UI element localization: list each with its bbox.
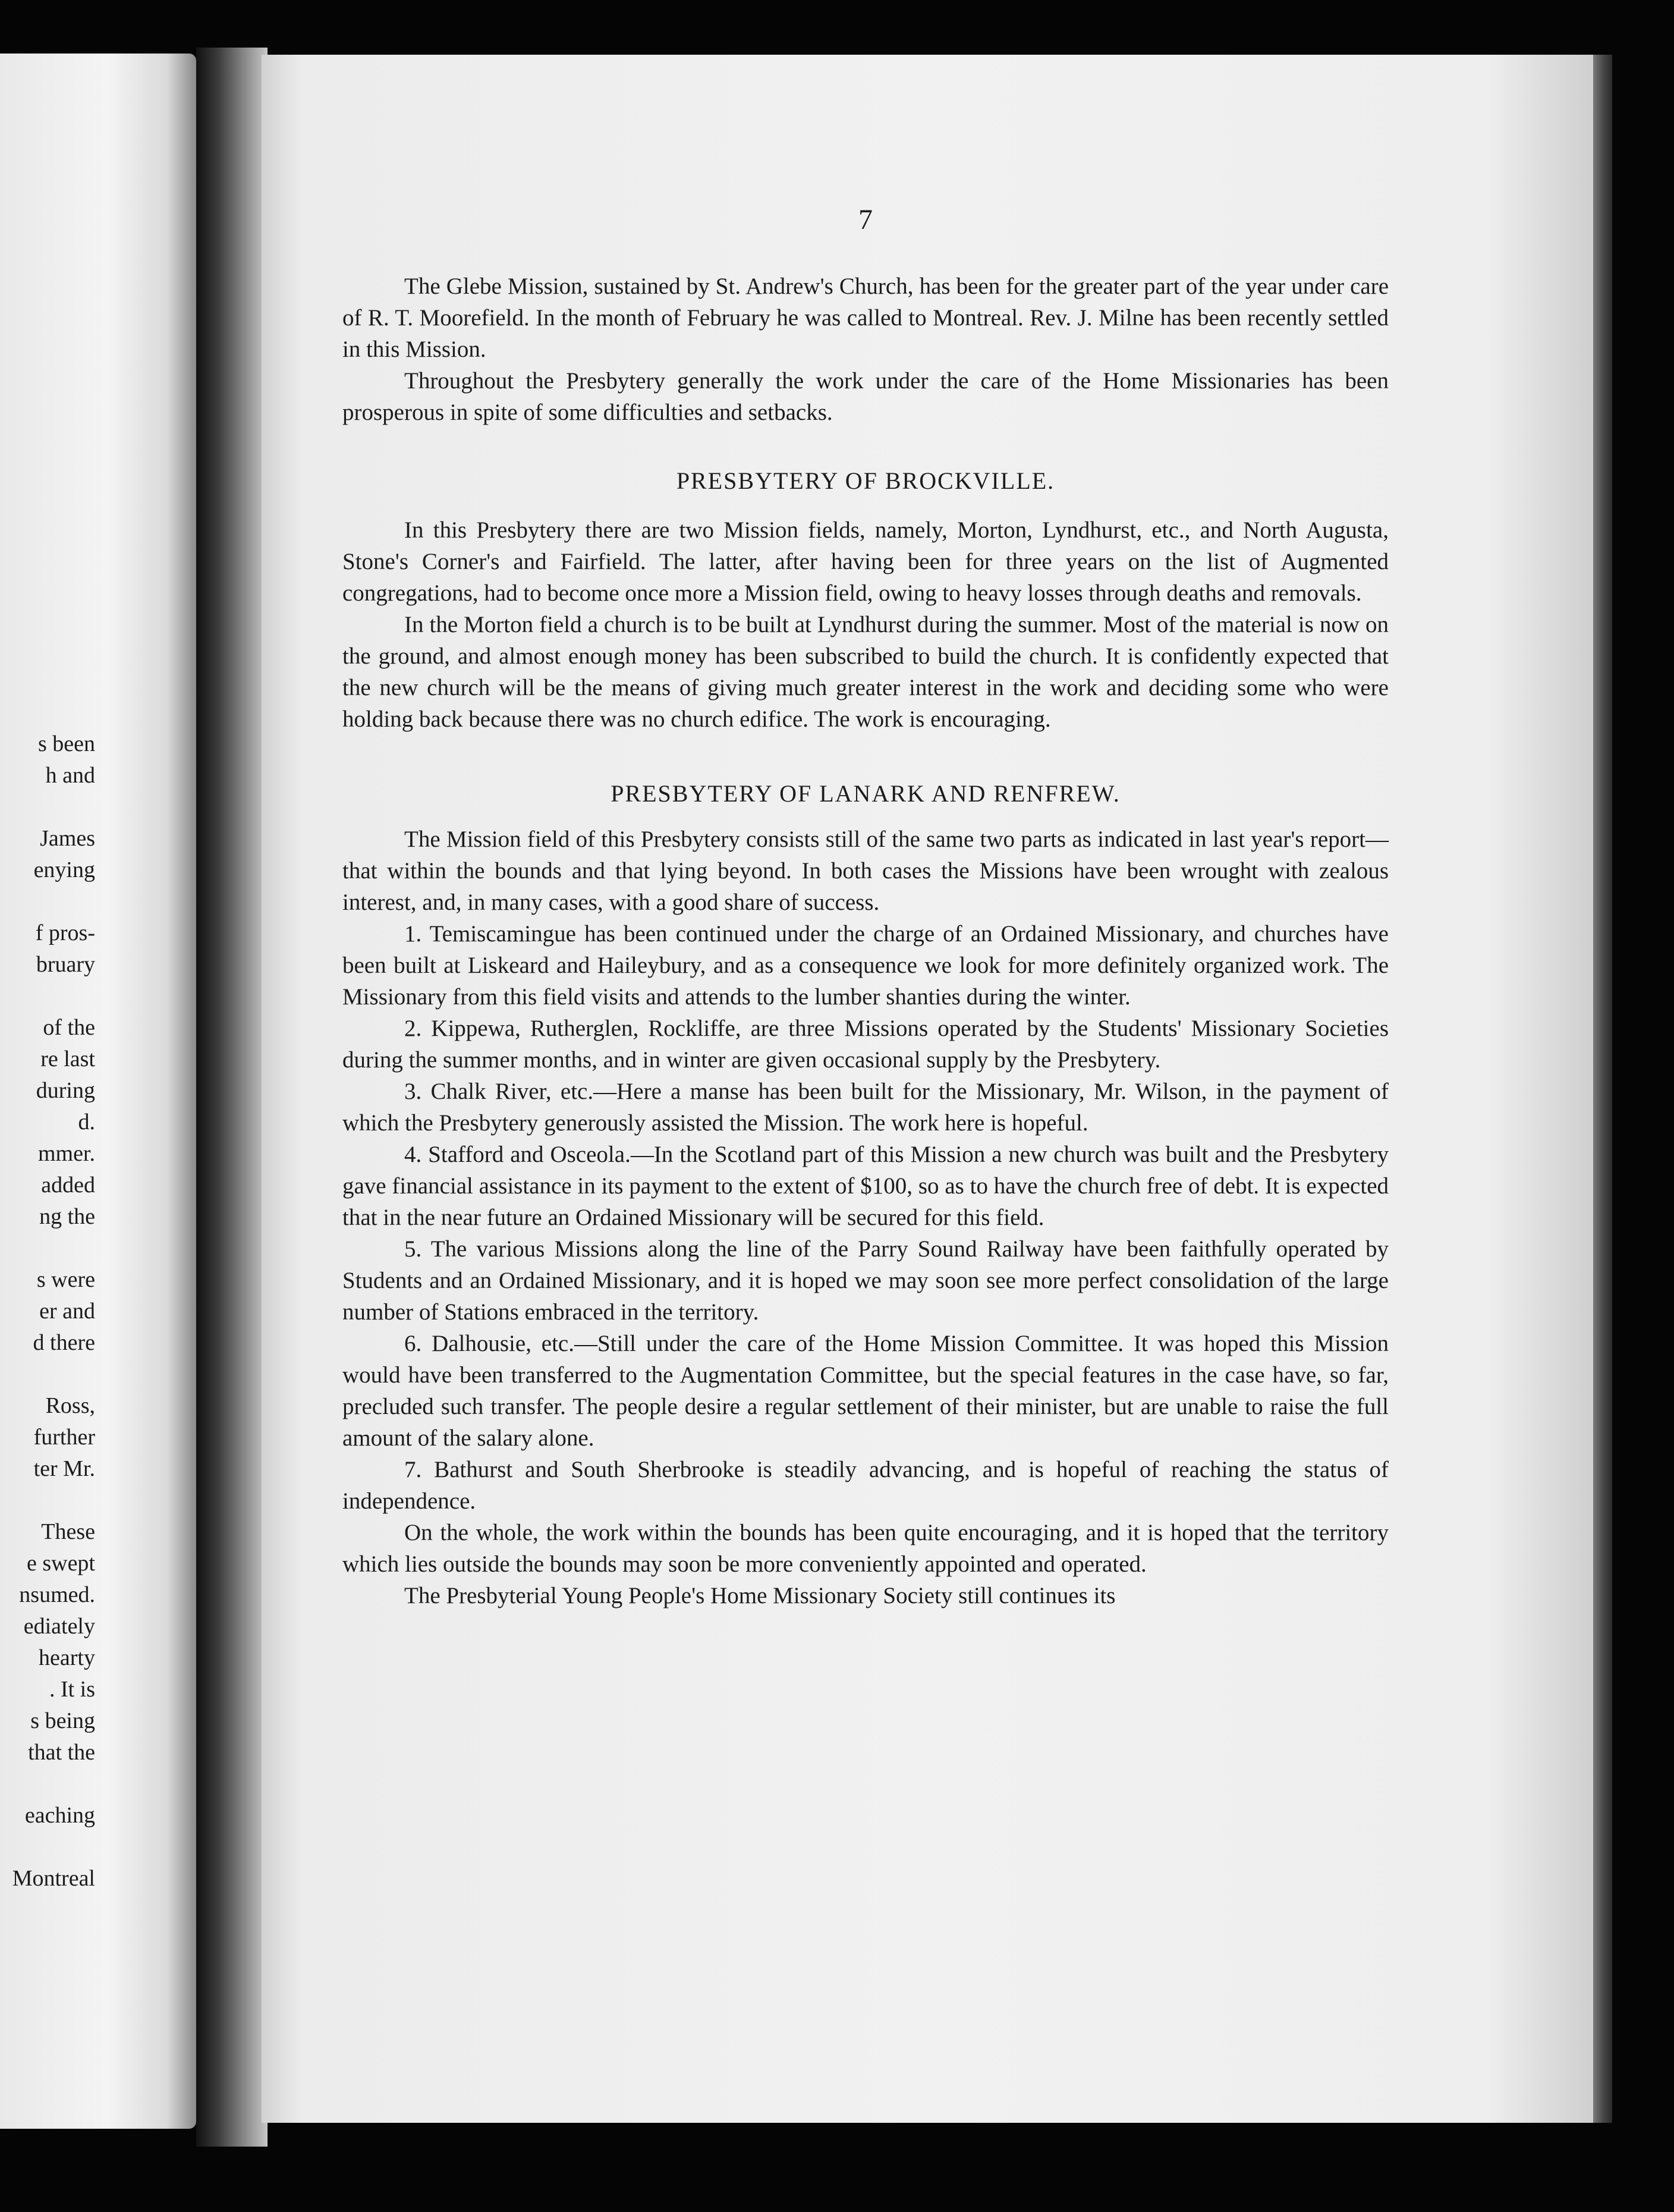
left-page-line: bruary <box>36 952 95 977</box>
left-page-line: e swept <box>26 1551 95 1576</box>
left-page-line <box>12 981 95 1012</box>
left-page-line: of the <box>43 1015 95 1040</box>
list-item: 6. Dalhousie, etc.—Still under the care of the Home Mission Committee. It was hoped this Mission would have been transferred to the Augmentation Committee, but the special features in the case have, so far, precluded such transfer. The people desire a regular settlement of their minister, but are unable to raise the full amount of the salary alone. <box>342 1331 1389 1451</box>
list-item: 7. Bathurst and South Sherbrooke is steadily advancing, and is hopeful of reaching the status of independence. <box>342 1457 1389 1514</box>
left-page-line: f pros- <box>35 920 95 945</box>
left-page-line <box>12 1359 95 1390</box>
left-page-line: These <box>41 1519 95 1544</box>
left-page-line: added <box>41 1173 95 1198</box>
left-page-fragment <box>0 54 196 2129</box>
left-page-line <box>12 1233 95 1264</box>
left-page-line: during <box>36 1078 95 1103</box>
left-page-line: ng the <box>39 1204 95 1229</box>
left-page-line <box>12 1485 95 1516</box>
left-page-line <box>12 1831 95 1863</box>
left-page-line: nsumed. <box>19 1582 95 1607</box>
paragraph: The Glebe Mission, sustained by St. Andrew's Church, has been for the greater part of the year under care of R. T. Moorefield. In the month of February he was called to Montreal. Rev. J. Milne has been recently settled in this Mission. <box>342 274 1389 362</box>
left-page-line: er and <box>39 1299 95 1324</box>
left-page-line: further <box>33 1425 95 1450</box>
paragraph: The Presbyterial Young People's Home Missionary Society still continues its <box>404 1583 1116 1608</box>
page-number: 7 <box>858 204 873 235</box>
left-page-line: s being <box>30 1708 95 1733</box>
left-page-line: re last <box>40 1047 95 1072</box>
left-page-line: eaching <box>24 1803 95 1828</box>
page-edge <box>1593 55 1612 2123</box>
section-heading: PRESBYTERY OF BROCKVILLE. <box>676 467 1055 494</box>
paragraph: The Mission field of this Presbytery consists still of the same two parts as indicated in last year's report—that within the bounds and that lying beyond. In both cases the Missions have been wrought with zealous interest, and, in many cases, with a good share of success. <box>342 827 1389 915</box>
left-page-line: . It is <box>49 1677 95 1702</box>
left-page-line: Montreal <box>12 1866 95 1891</box>
list-item: 5. The various Missions along the line of the Parry Sound Railway have been faithfully operated by Students and an Ordained Missionary, and it is hoped we may soon see more perfect consolidation of the large number of Stations embraced in the territory. <box>342 1236 1389 1325</box>
book-gutter <box>196 48 268 2147</box>
left-page-text <box>12 728 95 1894</box>
left-page-line: Ross, <box>45 1393 95 1418</box>
list-item: 1. Temiscamingue has been continued under the charge of an Ordained Missionary, and churches have been built at Liskeard and Haileybury, and as a consequence we look for more definitely organized work. The Missionary from this field visits and attends to the lumber shanties during the winter. <box>342 921 1389 1010</box>
paragraph: On the whole, the work within the bounds has been quite encouraging, and it is hoped that the territory which lies outside the bounds may soon be more conveniently appointed and operated. <box>342 1520 1389 1577</box>
left-page-line: that the <box>28 1740 95 1765</box>
paragraph: In the Morton field a church is to be built at Lyndhurst during the summer. Most of the material is now on the ground, and almost enough money has been subscribed to build the church. It is confidently expected that the new church will be the means of giving much greater interest in the work and deciding some who were holding back because there was no church edifice. The work is encouraging. <box>342 612 1389 732</box>
left-page-line: mmer. <box>37 1141 95 1166</box>
paragraph: In this Presbytery there are two Mission fields, namely, Morton, Lyndhurst, etc., and North Augusta, Stone's Corner's and Fairfield. The latter, after having been for three years on the list of Augmented congregations, had to become once more a Mission field, owing to heavy losses through deaths and removals. <box>342 517 1389 606</box>
left-page-line: hearty <box>39 1645 95 1670</box>
left-page-line: ter Mr. <box>33 1456 95 1481</box>
left-page-line: h and <box>45 763 95 788</box>
page-content <box>342 202 1389 1611</box>
list-item: 3. Chalk River, etc.—Here a manse has been built for the Missionary, Mr. Wilson, in the payment of which the Presbytery generously assisted the Mission. The work here is hopeful. <box>342 1079 1389 1136</box>
paragraph: Throughout the Presbytery generally the work under the care of the Home Missionaries has been prosperous in spite of some difficulties and setbacks. <box>342 368 1389 425</box>
left-page-line: s been <box>37 731 95 756</box>
left-page-line <box>12 1768 95 1800</box>
list-item: 2. Kippewa, Rutherglen, Rockliffe, are three Missions operated by the Students' Missionary Societies during the summer months, and in winter are given occasional supply by the Presbytery. <box>342 1016 1389 1073</box>
left-page-line: d. <box>78 1110 95 1135</box>
left-page-line: ediately <box>23 1614 95 1639</box>
left-page-line: enying <box>33 857 95 882</box>
left-page-line <box>12 886 95 918</box>
list-item: 4. Stafford and Osceola.—In the Scotland part of this Mission a new church was built and the Presbytery gave financial assistance in its payment to the extent of $100, so as to have the church free of debt. It is expected that in the near future an Ordained Missionary will be secured for this field. <box>342 1142 1389 1230</box>
left-page-line: s were <box>36 1267 95 1292</box>
section-heading: PRESBYTERY OF LANARK AND RENFREW. <box>611 780 1121 807</box>
left-page-line <box>12 791 95 823</box>
left-page-line: James <box>40 826 95 851</box>
left-page-line: d there <box>33 1330 95 1355</box>
